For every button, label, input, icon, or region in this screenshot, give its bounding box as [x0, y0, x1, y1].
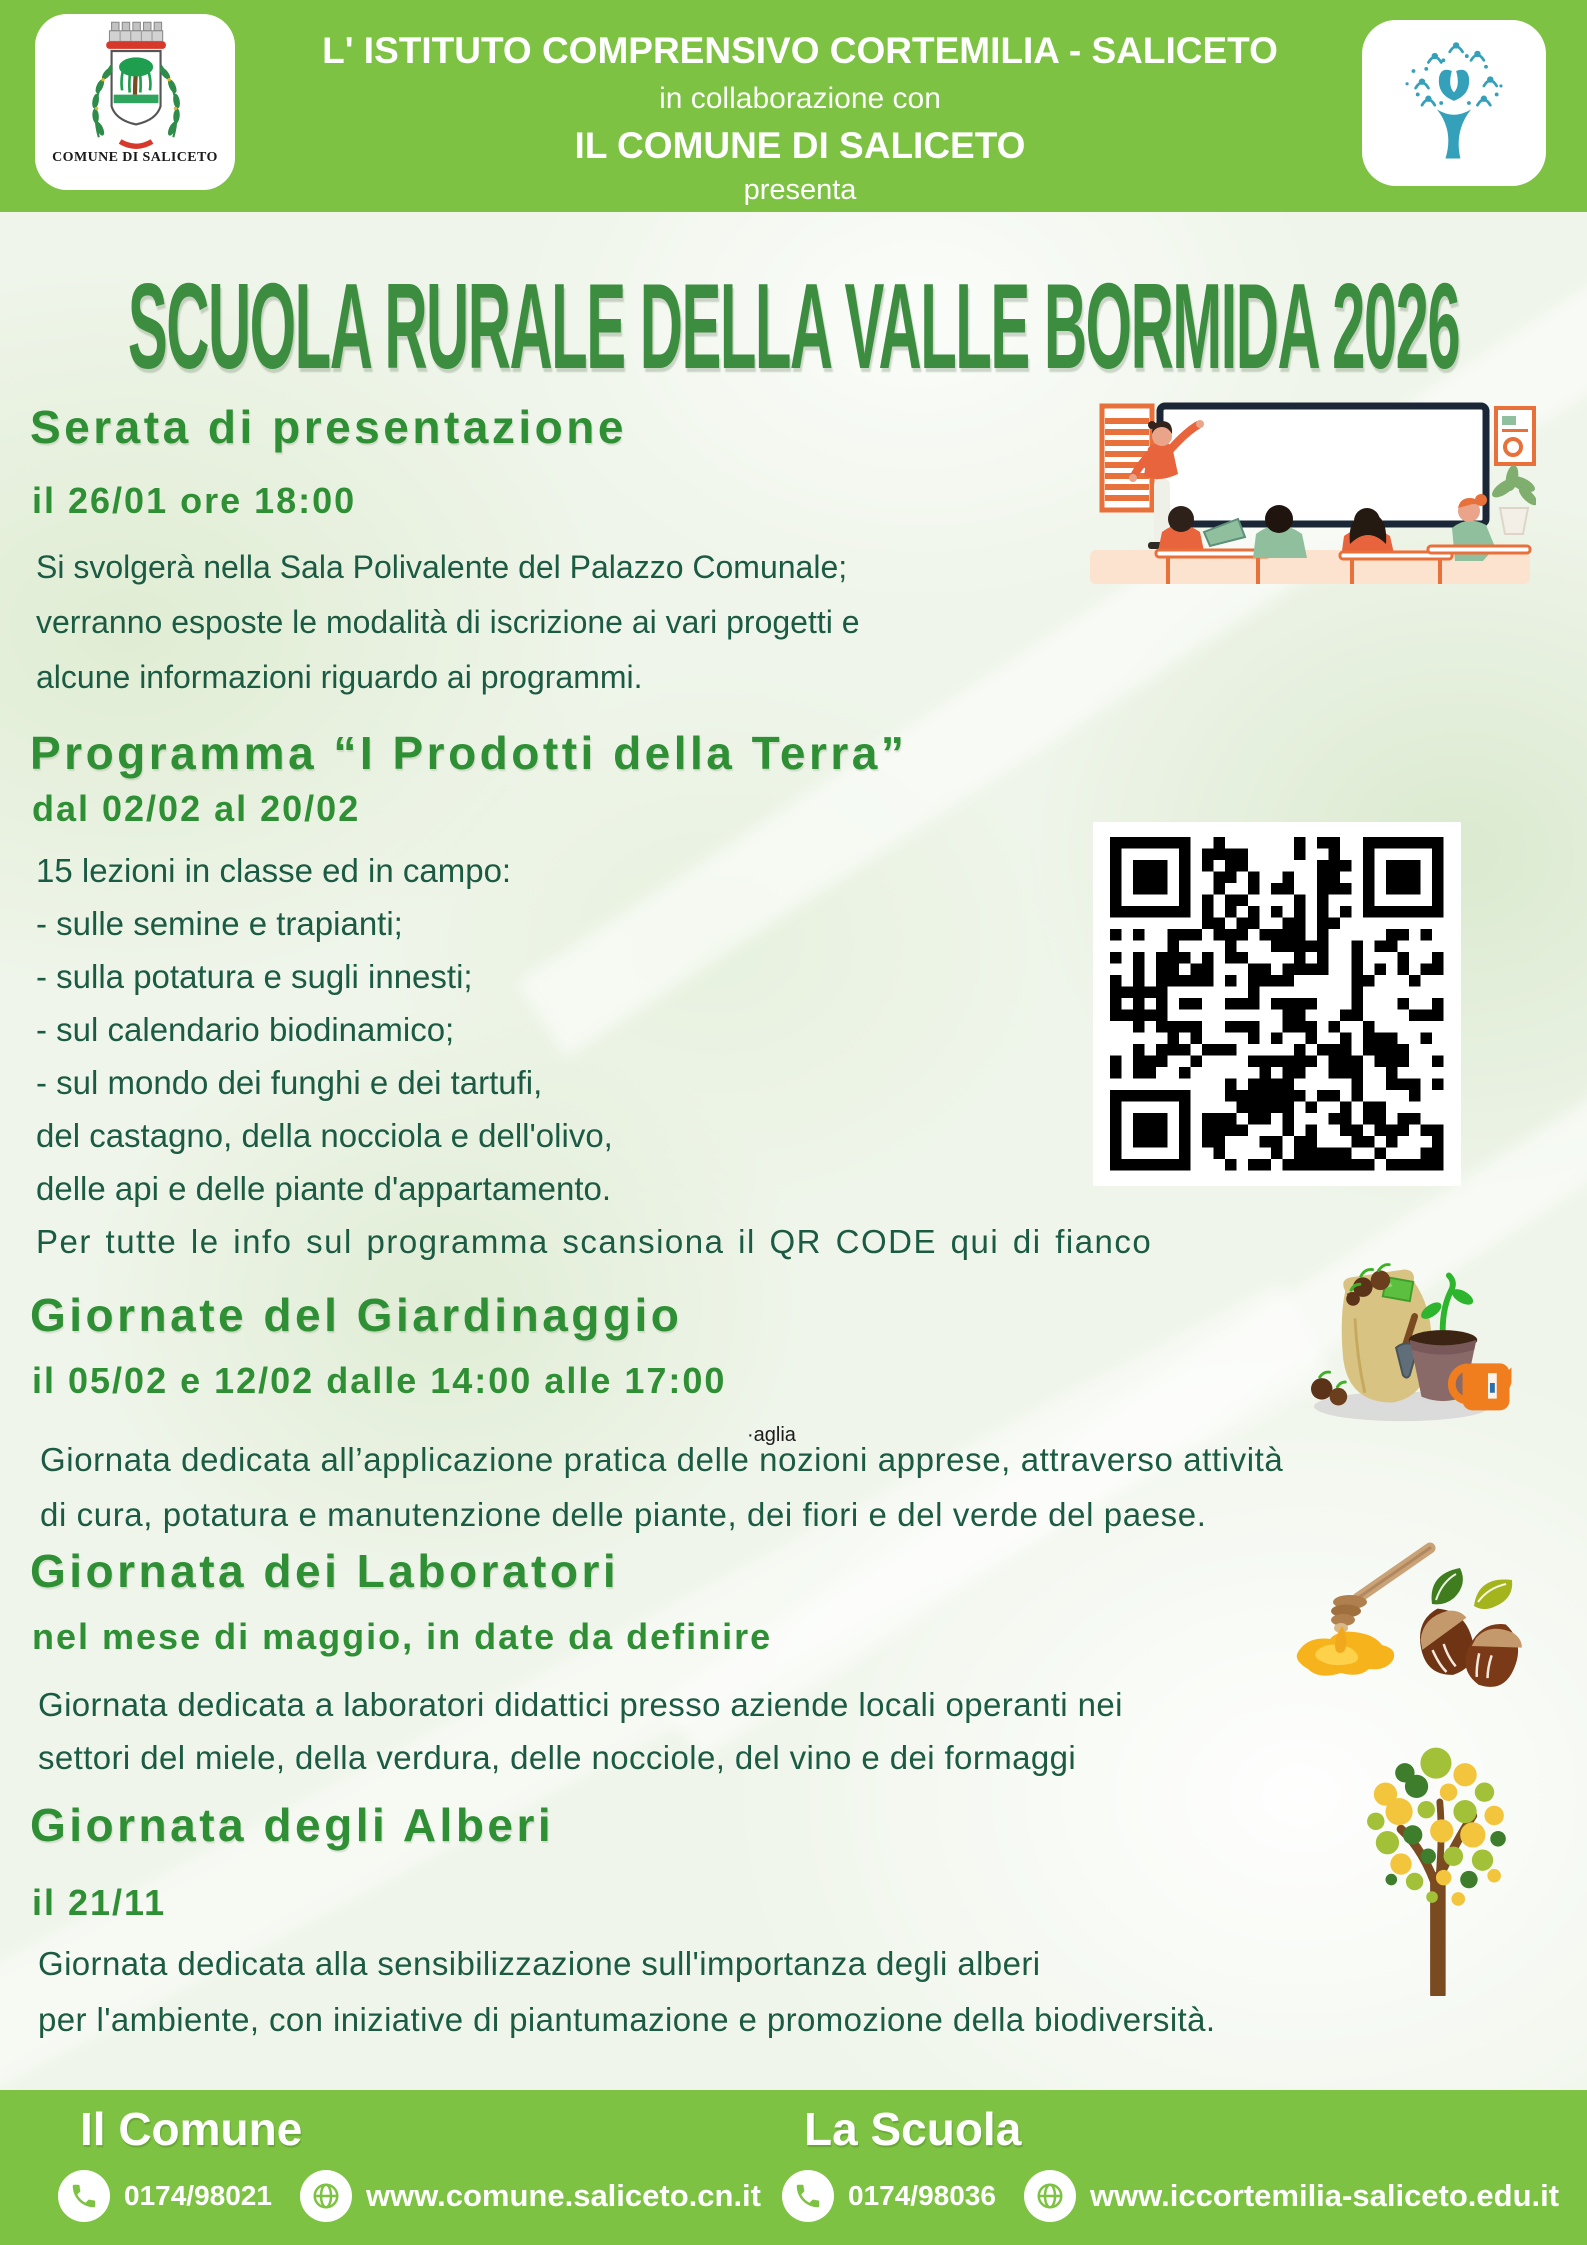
- comune-name: IL COMUNE DI SALICETO: [574, 125, 1026, 166]
- honey-hazelnut-illustration: [1282, 1540, 1522, 1700]
- comune-coat-of-arms-icon: [60, 18, 210, 150]
- section-serata-date: il 26/01 ore 18:00: [32, 480, 357, 521]
- tree-illustration: [1356, 1734, 1512, 1996]
- header-banner: [0, 0, 1587, 212]
- gardening-illustration: [1286, 1250, 1512, 1426]
- footer-banner: [0, 2090, 1587, 2245]
- footer-scuola-phone: 0174/98036: [848, 2180, 996, 2211]
- section-programma-body: 15 lezioni in classe ed in campo: - sulle semine e trapianti; - sulla potatura e sugli innesti; - sul calendario biodinamico; - sul mondo dei funghi e dei tartufi, del castagno, della nocciola e dell'olivo, delle api e delle piante d'appartamento. Per tutte le info sul programma scansiona il QR CODE qui di fianco: [36, 852, 1153, 1260]
- section-programma-heading: Programma “I Prodotti della Terra”: [30, 727, 908, 779]
- globe-icon: [300, 2170, 352, 2222]
- comune-badge: [35, 14, 235, 190]
- school-tree-logo-icon: [1390, 39, 1518, 167]
- section-laboratori-body: Giornata dedicata a laboratori didattici presso aziende locali operanti nei settori del miele, della verdura, delle nocciole, del vino e dei formaggi: [38, 1686, 1123, 1776]
- stray-text-artifact: ·aglia: [747, 1424, 796, 1446]
- comune-badge-caption: COMUNE DI SALICETO: [52, 150, 218, 165]
- presents-line: presenta: [743, 174, 857, 206]
- section-giardinaggio-body: Giornata dedicata all’applicazione pratica delle nozioni apprese, attraverso attività di cura, potatura e manutenzione delle piante, dei fiori e del verde del paese.: [40, 1441, 1284, 1533]
- footer-scuola: [782, 2102, 1559, 2222]
- section-alberi-date: il 21/11: [32, 1882, 167, 1923]
- section-serata-heading: Serata di presentazione: [30, 401, 627, 453]
- section-serata-body: Si svolgerà nella Sala Polivalente del Palazzo Comunale; verranno esposte le modalità di iscrizione ai vari progetti e alcune informazioni riguardo ai programmi.: [36, 549, 860, 695]
- phone-icon: [782, 2170, 834, 2222]
- collaboration-line: in collaborazione con: [659, 82, 941, 115]
- footer-comune-website: www.comune.saliceto.cn.it: [365, 2178, 761, 2213]
- qr-modules: [1093, 822, 1461, 1186]
- section-programma-date: dal 02/02 al 20/02: [32, 788, 361, 829]
- section-giardinaggio-heading: Giornate del Giardinaggio: [30, 1289, 683, 1341]
- footer-scuola-website: www.iccortemilia-saliceto.edu.it: [1089, 2178, 1560, 2213]
- banner-text: [255, 16, 1345, 206]
- footer-comune-title: Il Comune: [80, 2103, 303, 2155]
- poster-title: SCUOLA RURALE DELLA VALLE BORMIDA 2026: [127, 258, 1460, 394]
- section-laboratori-date: nel mese di maggio, in date da definire: [32, 1616, 773, 1657]
- footer-scuola-title: La Scuola: [804, 2103, 1022, 2155]
- section-alberi-heading: Giornata degli Alberi: [30, 1799, 555, 1851]
- section-alberi-body: Giornata dedicata alla sensibilizzazione sull'importanza degli alberi per l'ambiente, con iniziative di piantumazione e promozione della biodiversità.: [38, 1945, 1216, 2038]
- footer-comune-phone: 0174/98021: [124, 2180, 272, 2211]
- phone-icon: [58, 2170, 110, 2222]
- section-giardinaggio-date: il 05/02 e 12/02 dalle 14:00 alle 17:00: [32, 1360, 727, 1401]
- classroom-illustration: [1084, 392, 1536, 588]
- footer-comune: [58, 2102, 761, 2222]
- footer-scuola-contacts: [782, 2170, 1559, 2222]
- globe-icon: [1024, 2170, 1076, 2222]
- school-badge: [1362, 20, 1546, 186]
- footer-comune-contacts: [58, 2170, 761, 2222]
- institute-name: L' ISTITUTO COMPRENSIVO CORTEMILIA - SALICETO: [322, 30, 1278, 71]
- section-laboratori-heading: Giornata dei Laboratori: [30, 1545, 620, 1597]
- qr-code: [1093, 822, 1461, 1186]
